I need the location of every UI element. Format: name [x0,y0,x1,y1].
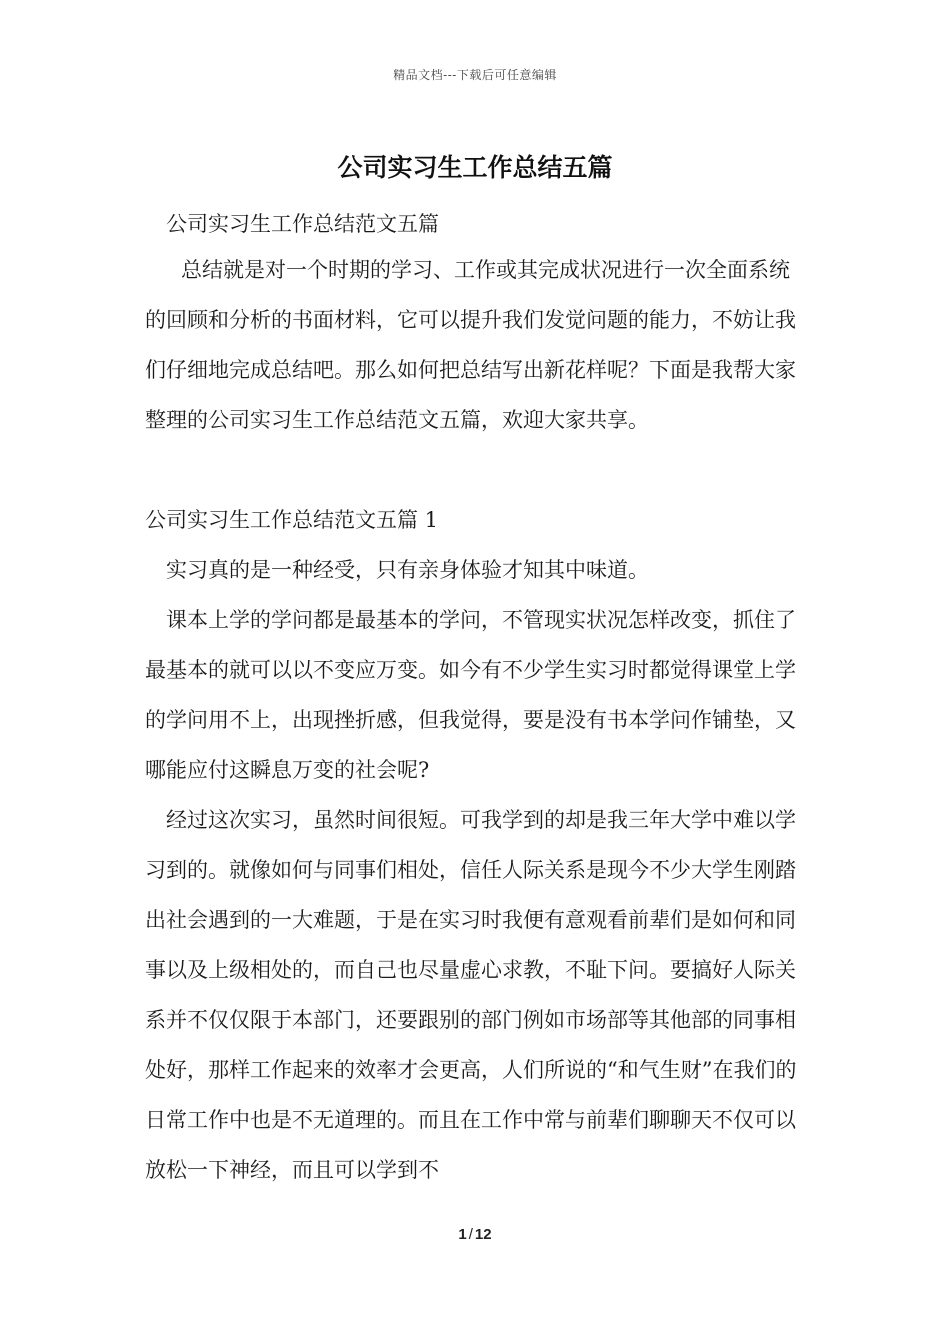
paragraph-text-3: 经过这次实习，虽然时间很短。可我学到的却是我三年大学中难以学习到的。就像如何与同事们相处，信任人际关系是现今不少大学生刚踏出社会遇到的一大难题，于是在实习时我便有意观看前辈们是如何和同事以及上级相处的，而自己也尽量虚心求教，不耻下问。要搞好人际关系并不仅仅限于本部门，还要跟别的部门例如市场部等其他部的同事相处好，那样工作起来的效率才会更高，人们所说的“和气生财”在我们的日常工作中也是不无道理的。而且在工作中常与前辈们聊聊天不仅可以放松一下神经，而且可以学到不 [145,808,797,1182]
page-number [0,1226,950,1243]
document-title: 公司实习生工作总结五篇 [337,153,613,182]
intro-text [145,245,807,445]
section-content [145,545,807,1195]
paragraph [145,545,807,595]
page-separator: / [468,1226,473,1243]
paragraph [145,795,807,1195]
current-page: 1 [458,1226,467,1243]
intro-paragraph [145,245,807,445]
paragraph [145,595,807,795]
section-heading: 公司实习生工作总结范文五篇 1 [145,508,439,532]
total-pages: 12 [474,1226,492,1243]
paragraph-text-2: 课本上学的学问都是最基本的学问，不管现实状况怎样改变，抓住了最基本的就可以以不变应万变。如今有不少学生实习时都觉得课堂上学的学问用不上，出现挫折感，但我觉得，要是没有书本学问作铺垫，又哪能应付这瞬息万变的社会呢? [145,608,796,782]
subtitle-text: 公司实习生工作总结范文五篇 [166,212,439,236]
paragraph-text-1: 实习真的是一种经受，只有亲身体验才知其中味道。 [166,558,649,582]
header-note: 精品文档---下载后可任意编辑 [393,68,557,82]
document-subtitle [145,199,807,249]
intro-text-body: 总结就是对一个时期的学习、工作或其完成状况进行一次全面系统的回顾和分析的书面材料，它可以提升我们发觉问题的能力，不妨让我们仔细地完成总结吧。那么如何把总结写出新花样呢？下面是我帮大家整理的公司实习生工作总结范文五篇，欢迎大家共享。 [145,258,796,432]
